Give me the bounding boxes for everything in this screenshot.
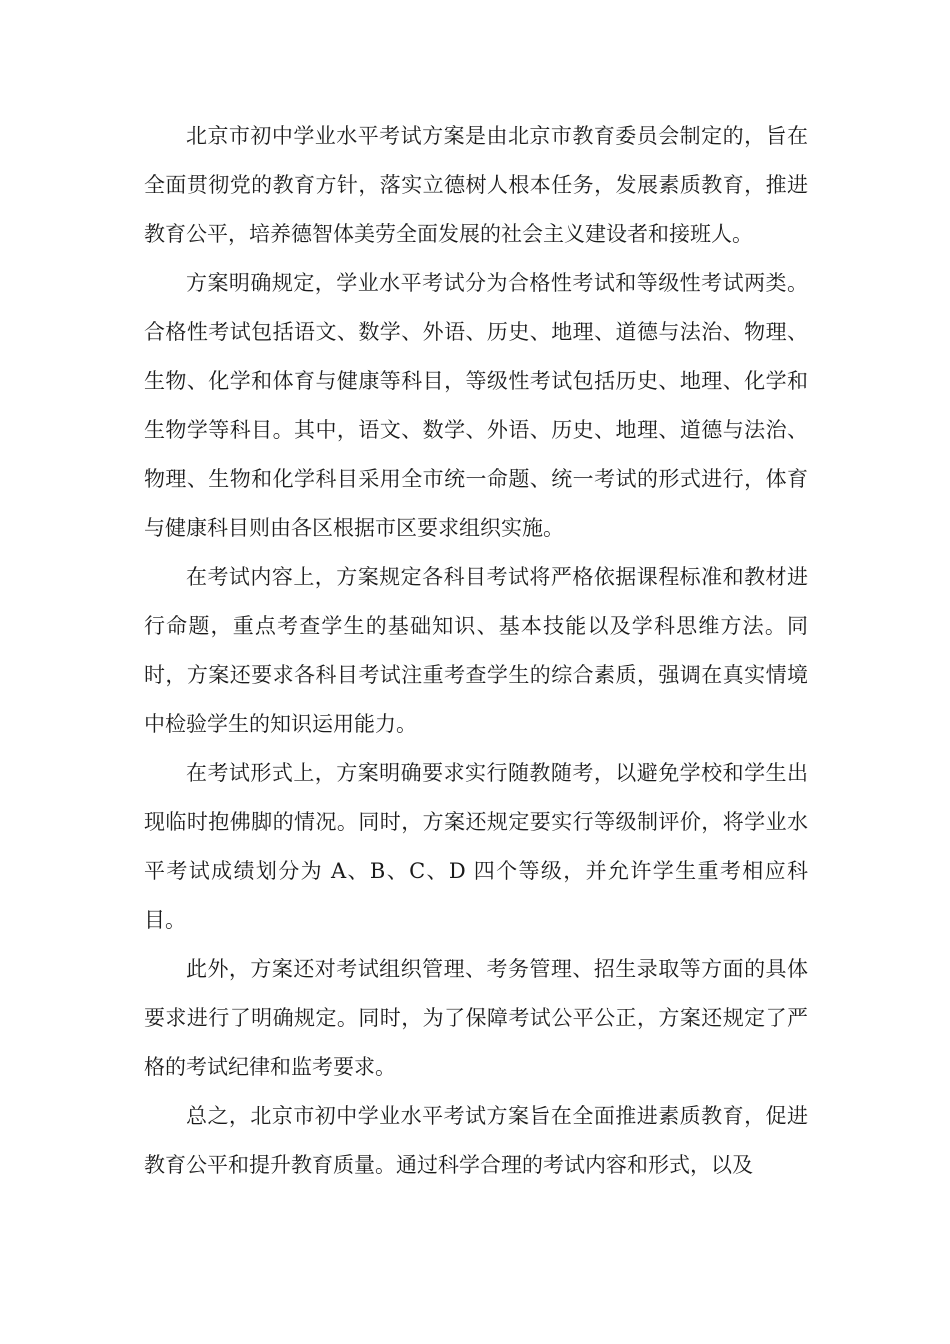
document-body [144, 112, 808, 1190]
paragraph-exam-types: 方案明确规定，学业水平考试分为合格性考试和等级性考试两类。合格性考试包括语文、数学、外语、历史、地理、道德与法治、物理、生物、化学和体育与健康等科目，等级性考试包括历史、地理、化学和生物学等科目。其中，语文、数学、外语、历史、地理、道德与法治、物理、生物和化学科目采用全市统一命题、统一考试的形式进行，体育与健康科目则由各区根据市区要求组织实施。 [144, 271, 808, 540]
paragraph-intro: 北京市初中学业水平考试方案是由北京市教育委员会制定的，旨在全面贯彻党的教育方针，落实立德树人根本任务，发展素质教育，推进教育公平，培养德智体美劳全面发展的社会主义建设者和接班人。 [144, 124, 808, 246]
paragraph-management: 此外，方案还对考试组织管理、考务管理、招生录取等方面的具体要求进行了明确规定。同时，为了保障考试公平公正，方案还规定了严格的考试纪律和监考要求。 [144, 957, 808, 1079]
paragraph-summary: 总之，北京市初中学业水平考试方案旨在全面推进素质教育，促进教育公平和提升教育质量。通过科学合理的考试内容和形式，以及 [144, 1104, 808, 1177]
paragraph-exam-form: 在考试形式上，方案明确要求实行随教随考，以避免学校和学生出现临时抱佛脚的情况。同时，方案还规定要实行等级制评价，将学业水平考试成绩划分为 A、B、C、D 四个等级，并允许学生重考相应科目。 [144, 761, 808, 932]
paragraph-exam-content: 在考试内容上，方案规定各科目考试将严格依据课程标准和教材进行命题，重点考查学生的基础知识、基本技能以及学科思维方法。同时，方案还要求各科目考试注重考查学生的综合素质，强调在真实情境中检验学生的知识运用能力。 [144, 565, 808, 736]
